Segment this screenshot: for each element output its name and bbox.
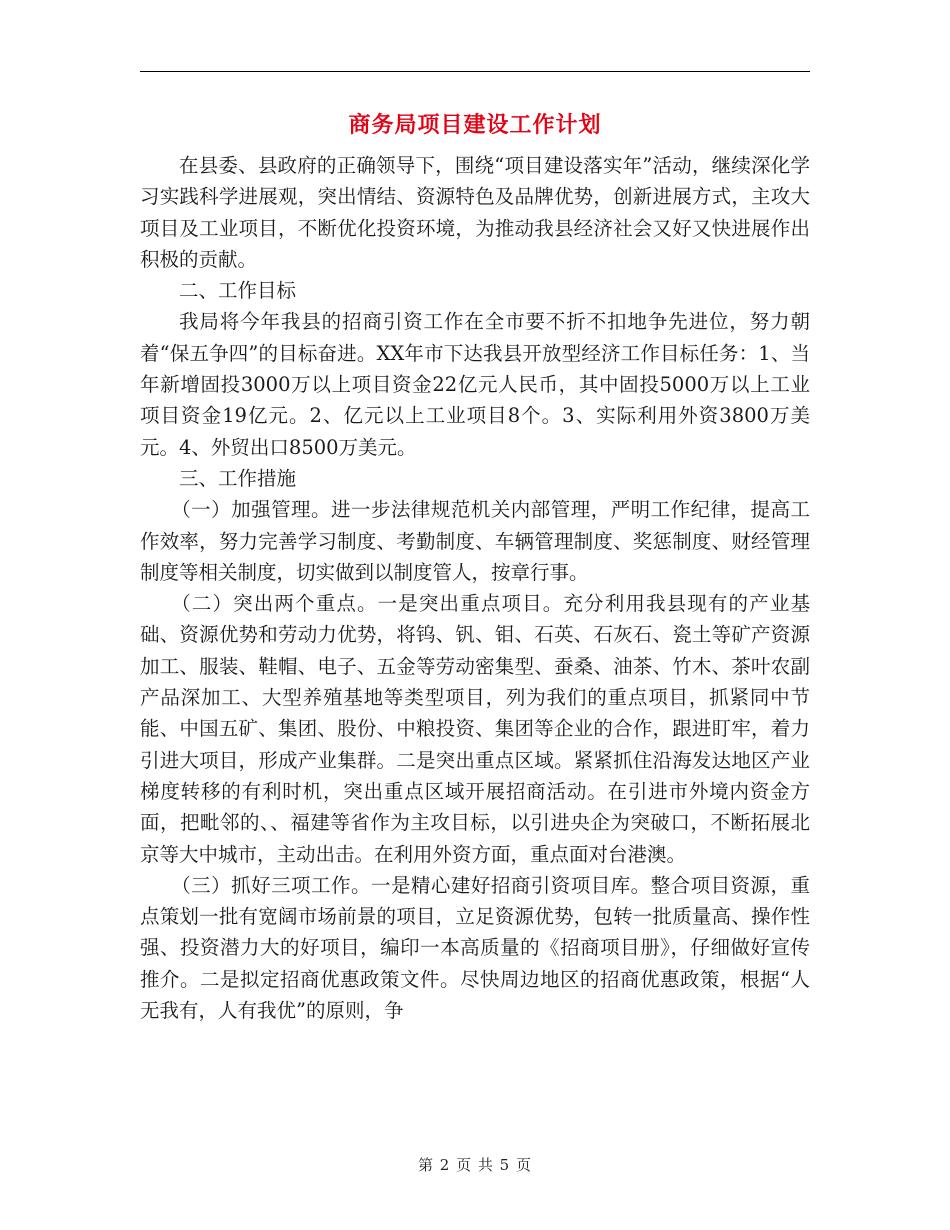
measure-paragraph-2: （二）突出两个重点。一是突出重点项目。充分利用我县现有的产业基础、资源优势和劳动力优势，将钨、钒、钼、石英、石灰石、瓷土等矿产资源加工、服装、鞋帽、电子、五金等劳动密集型、蚕桑、油茶、竹木、茶叶农副产品深加工、大型养殖基地等类型项目，列为我们的重点项目，抓紧同中节能、中国五矿、集团、股份、中粮投资、集团等企业的合作，跟进盯牢，着力引进大项目，形成产业集群。二是突出重点区域。紧紧抓住沿海发达地区产业梯度转移的有利时机，突出重点区域开展招商活动。在引进市外境内资金方面，把毗邻的、、福建等省作为主攻目标，以引进央企为突破口，不断拓展北京等大中城市，主动出击。在利用外资方面，重点面对台港澳。 (140, 592, 810, 866)
intro-paragraph: 在县委、县政府的正确领导下，围绕“项目建设落实年”活动，继续深化学习实践科学进展观，突出情结、资源特色及品牌优势，创新进展方式，主攻大项目及工业项目，不断优化投资环境，为推动我县经济社会又好又快进展作出积极的贡献。 (140, 154, 810, 271)
goals-paragraph: 我局将今年我县的招商引资工作在全市要不折不扣地争先进位，努力朝着“保五争四”的目标奋进。XX年市下达我县开放型经济工作目标任务：1、当年新增固投3000万以上项目资金22亿元人民币，其中固投5000万以上工业项目资金19亿元。2、亿元以上工业项目8个。3、实际利用外资3800万美元。4、外贸出口8500万美元。 (140, 310, 810, 459)
page-number-footer: 第 2 页 共 5 页 (418, 1156, 532, 1174)
section-heading-measures: 三、工作措施 (179, 466, 297, 490)
document-title: 商务局项目建设工作计划 (348, 113, 602, 138)
document-body (140, 150, 810, 1026)
measure-paragraph-3: （三）抓好三项工作。一是精心建好招商引资项目库。整合项目资源，重点策划一批有宽阔市场前景的项目，立足资源优势，包转一批质量高、操作性强、投资潜力大的好项目，编印一本高质量的《招商项目册》，仔细做好宣传推介。二是拟定招商优惠政策文件。尽快周边地区的招商优惠政策，根据“人无我有，人有我优”的原则，争 (140, 873, 810, 1023)
section-heading-goals: 二、工作目标 (179, 279, 297, 303)
measure-paragraph-1: （一）加强管理。进一步法律规范机关内部管理，严明工作纪律，提高工作效率，努力完善学习制度、考勤制度、车辆管理制度、奖惩制度、财经管理制度等相关制度，切实做到以制度管人，按章行事。 (140, 498, 810, 584)
header-rule (140, 71, 810, 72)
